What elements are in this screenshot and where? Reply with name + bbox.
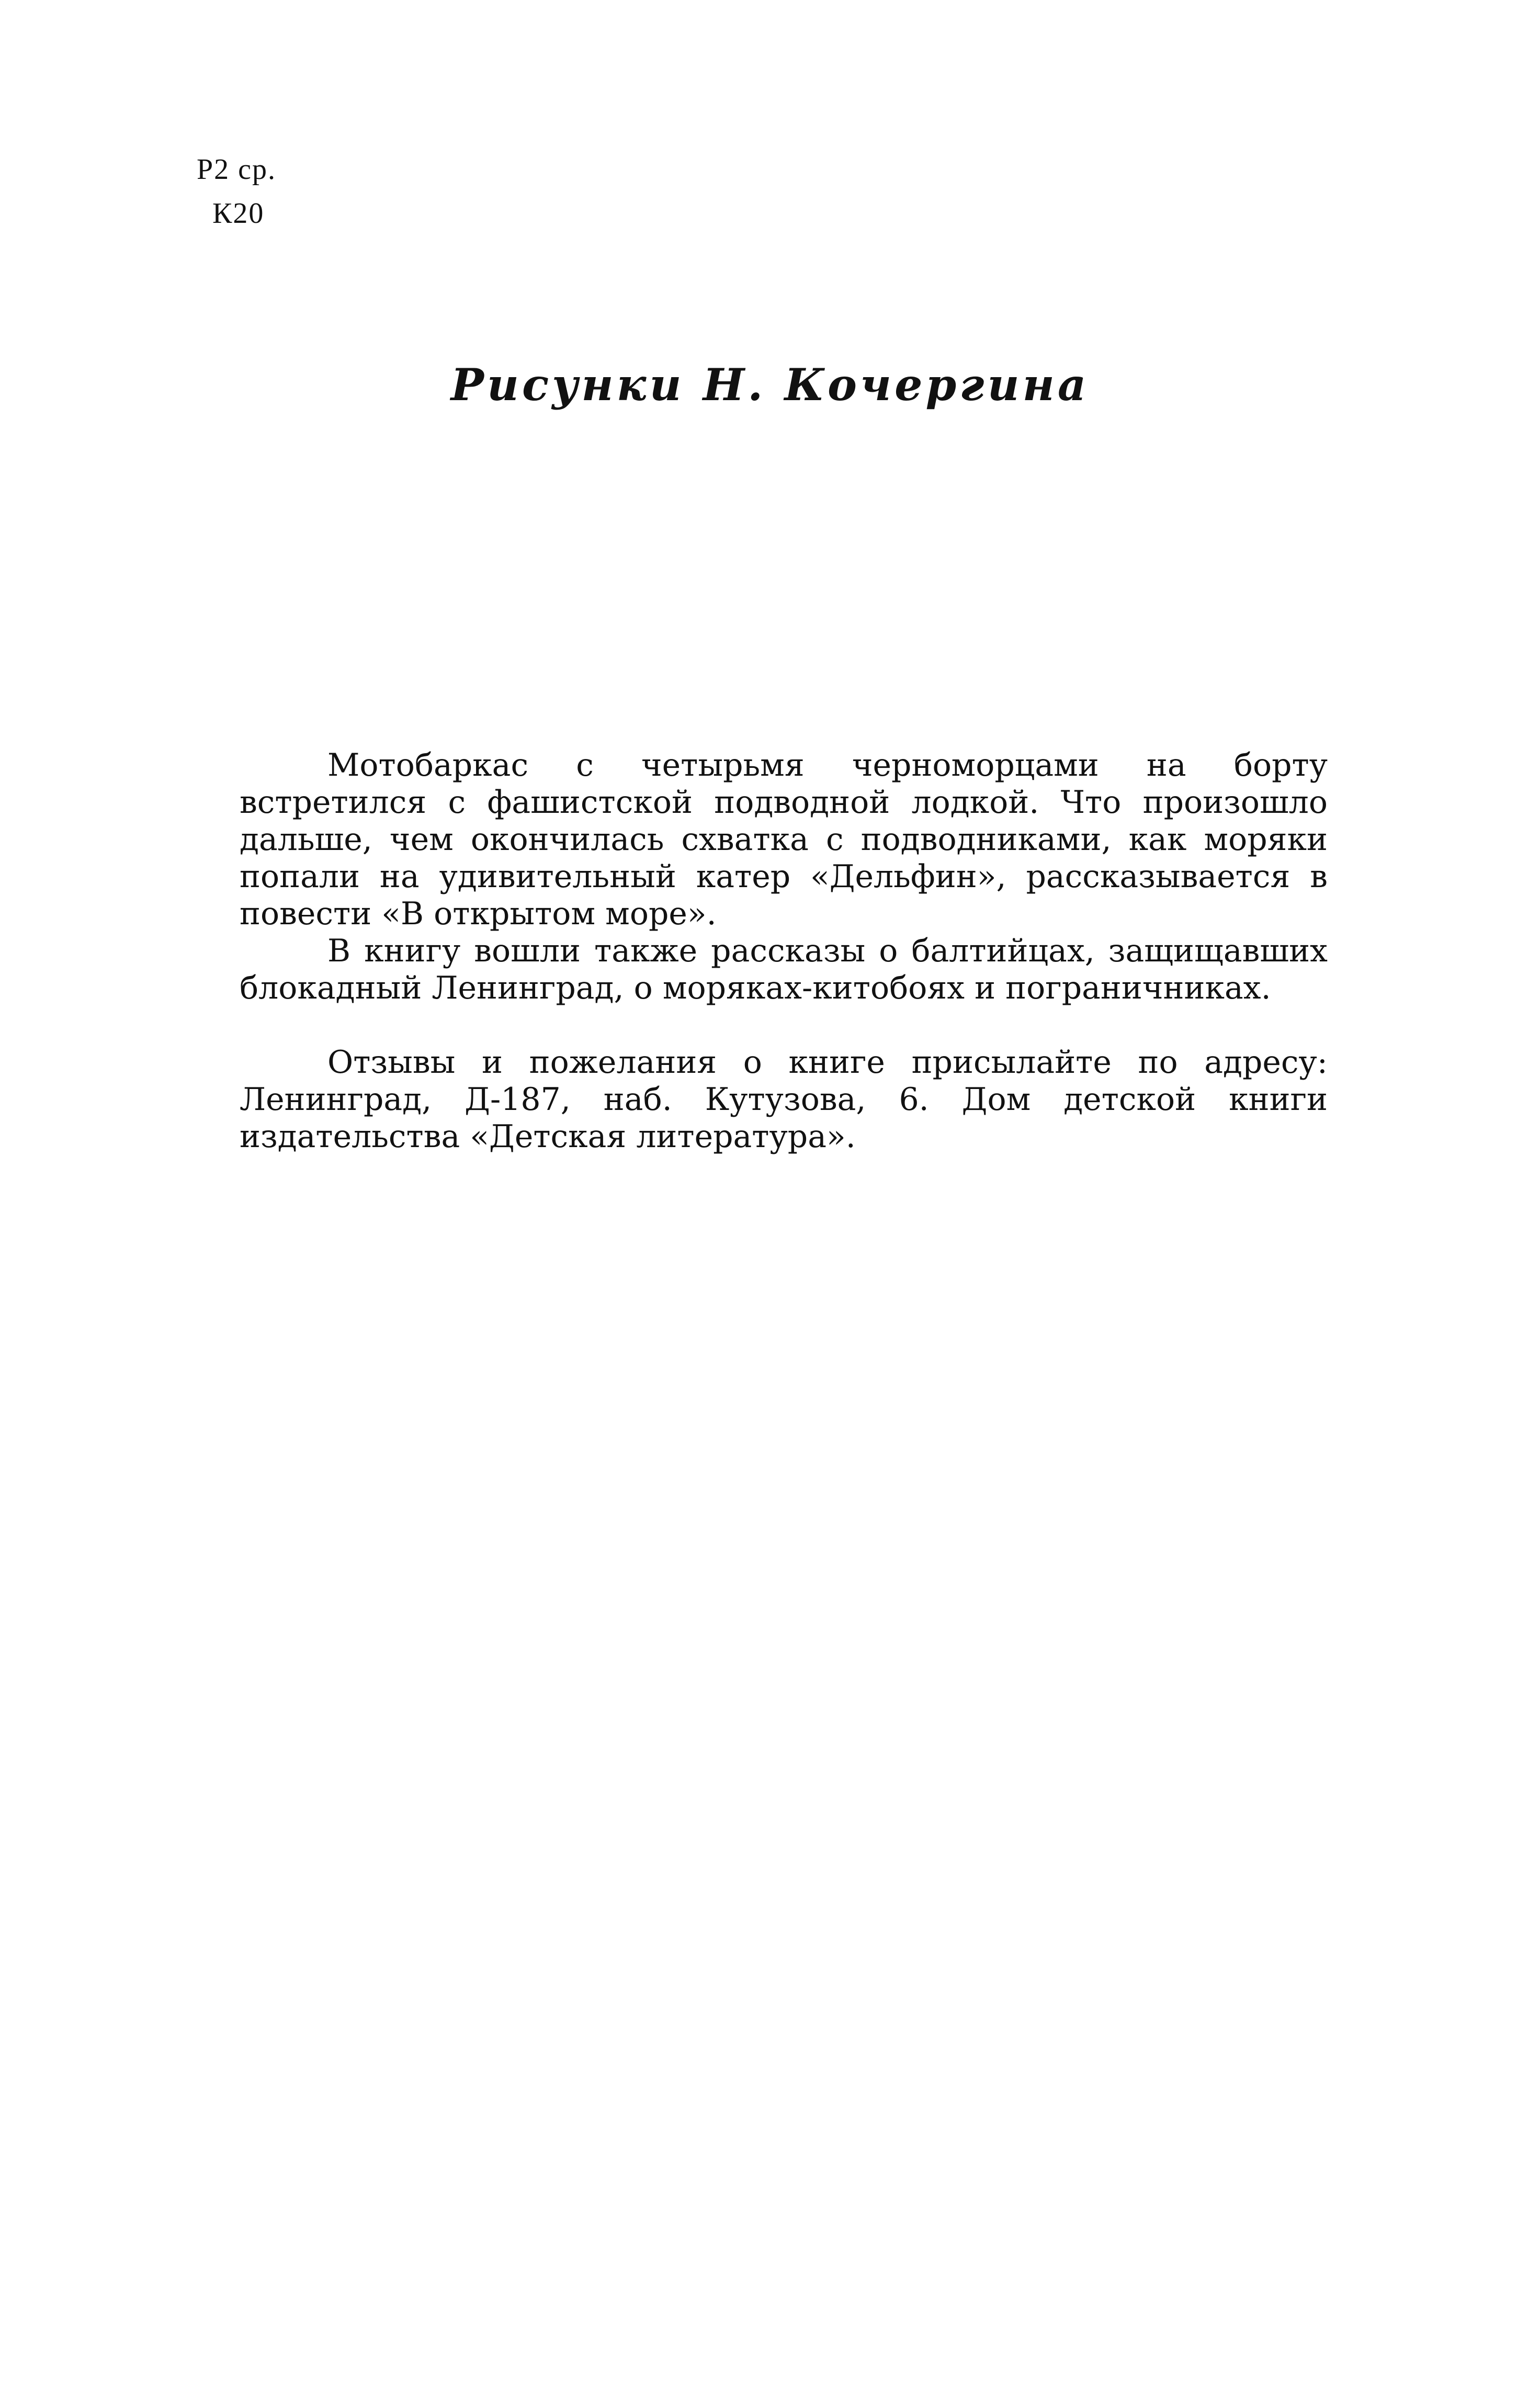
annotation-paragraph-1: Мотобаркас с четырьмя черноморцами на борту встретился с фашистской подводной лодкой. Что произошло дальше, чем окончилась схватка с подводниками, как моряки попали на удивительный катер «Дельфин», рассказывается в повести «В открытом море». bbox=[240, 747, 1328, 932]
annotation-block bbox=[240, 747, 1328, 1155]
classification-line-1: Р2 ср. bbox=[197, 153, 276, 186]
feedback-address: Отзывы и пожелания о книге присылайте по адресу: Ленинград, Д-187, наб. Кутузова, 6. Дом детской книги издательства «Детская литература». bbox=[240, 1044, 1328, 1155]
classification-line-2: К20 bbox=[212, 197, 265, 230]
annotation-paragraph-2: В книгу вошли также рассказы о балтийцах, защищавших блокадный Ленинград, о моряках-китобоях и пограничниках. bbox=[240, 933, 1328, 1006]
illustrator-credit: Рисунки Н. Кочергина bbox=[450, 359, 1090, 411]
library-classification-code bbox=[197, 148, 276, 235]
